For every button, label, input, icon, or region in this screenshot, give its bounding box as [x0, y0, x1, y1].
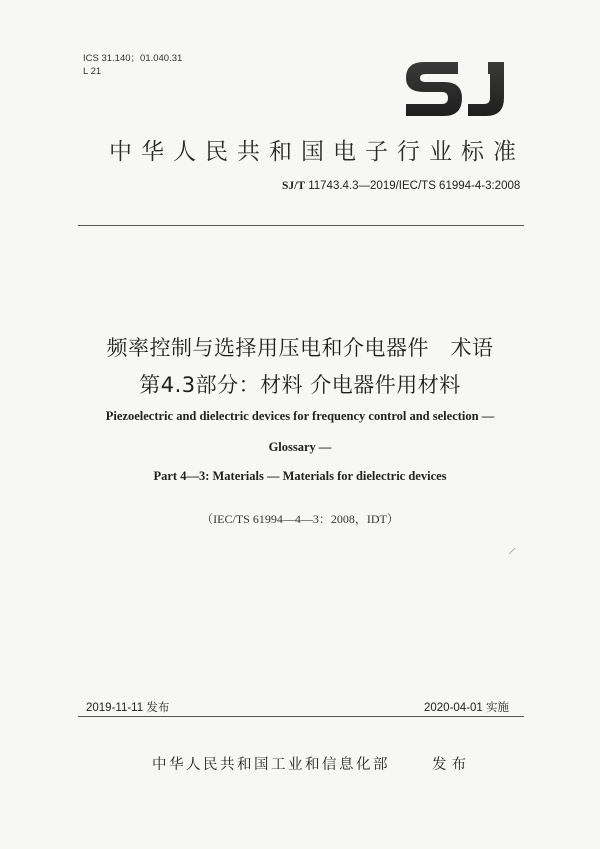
ics-code: ICS 31.140；01.040.31 [83, 53, 183, 64]
title-chinese-line1: 频率控制与选择用压电和介电器件 术语 [106, 336, 494, 360]
issuing-action: 发布 [432, 757, 471, 773]
title-chinese-line2: 第4.3部分：材料 介电器件用材料 [139, 373, 461, 397]
implementation-date: 2020-04-01 实施 [424, 702, 510, 714]
top-divider [78, 225, 524, 226]
classification-codes [83, 52, 182, 78]
sj-logo [400, 54, 516, 122]
identical-standard-reference: （IEC/TS 61994—4—3：2008，IDT） [201, 512, 399, 526]
standard-number [282, 180, 520, 192]
industry-standard-title: 中华人民共和国电子行业标准 [109, 139, 525, 165]
pen-mark-icon [508, 540, 516, 548]
issue-date: 2019-11-11 发布 [86, 702, 170, 714]
issuing-authority: 中华人民共和国工业和信息化部 [152, 757, 390, 773]
title-english-line1: Piezoelectric and dielectric devices for frequency control and selection — [105, 409, 495, 423]
standard-prefix: SJ/T [282, 180, 306, 192]
standard-code: 11743.4.3—2019/IEC/TS 61994-4-3:2008 [308, 180, 521, 192]
title-english-line3: Part 4—3: Materials — Materials for dielectric devices [153, 469, 447, 483]
ccs-code: L 21 [83, 66, 102, 77]
bottom-divider [78, 716, 524, 717]
title-english-line2: Glossary — [268, 440, 332, 454]
